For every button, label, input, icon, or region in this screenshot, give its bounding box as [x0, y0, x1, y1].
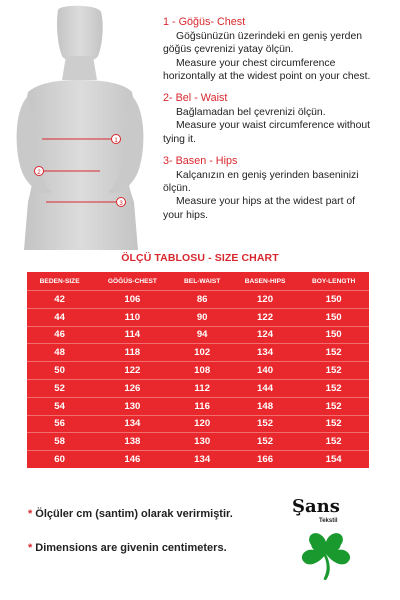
table-header-row [27, 272, 369, 291]
cell: 94 [173, 326, 232, 344]
footnote-en [28, 542, 233, 554]
instruction-waist [163, 92, 397, 146]
cell: 116 [173, 397, 232, 415]
instruction-hips [163, 155, 397, 222]
marker-1 [112, 135, 121, 145]
marker-3-label: 3 [119, 201, 123, 207]
footnotes [28, 508, 233, 576]
cell: 134 [173, 451, 232, 468]
cell: 44 [27, 308, 92, 326]
instruction-line: Measure your hips at the widest part of [176, 196, 356, 208]
cell: 46 [27, 326, 92, 344]
cell: 152 [298, 344, 369, 362]
cell: 52 [27, 379, 92, 397]
footnote-en-text: Dimensions are givenin centimeters. [35, 542, 227, 554]
cell: 146 [92, 451, 172, 468]
cell: 144 [232, 379, 298, 397]
cell: 150 [298, 308, 369, 326]
instruction-line: tying it. [163, 133, 196, 145]
cell: 152 [298, 397, 369, 415]
instruction-hips-title: 3- Basen - Hips [163, 154, 238, 167]
table-row [27, 451, 369, 468]
cell: 138 [92, 433, 172, 451]
size-chart-table [27, 272, 369, 468]
cell: 42 [27, 291, 92, 309]
instruction-line: Kalçanızın en geniş yerinden baseninizi [176, 170, 359, 182]
cell: 48 [27, 344, 92, 362]
instruction-line: Measure your waist circumference without [176, 120, 371, 132]
instruction-chest [163, 16, 397, 83]
table-row [27, 362, 369, 380]
cell: 108 [173, 362, 232, 380]
cell: 122 [232, 308, 298, 326]
cell: 56 [27, 415, 92, 433]
table-row [27, 326, 369, 344]
header-size: BEDEN-SIZE [39, 277, 80, 285]
table-row [27, 308, 369, 326]
cell: 86 [173, 291, 232, 309]
clover-icon [296, 528, 356, 582]
marker-1-label: 1 [114, 138, 118, 144]
measurement-instructions [163, 16, 397, 231]
cell: 134 [92, 415, 172, 433]
cell: 106 [92, 291, 172, 309]
cell: 166 [232, 451, 298, 468]
cell: 152 [298, 379, 369, 397]
cell: 122 [92, 362, 172, 380]
cell: 124 [232, 326, 298, 344]
cell: 140 [232, 362, 298, 380]
torso-shape [24, 80, 138, 250]
cell: 120 [173, 415, 232, 433]
instruction-line: Measure your chest circumference [176, 57, 336, 69]
cell: 154 [298, 451, 369, 468]
marker-2 [35, 167, 44, 177]
cell: 130 [173, 433, 232, 451]
header-chest: GÖĞÜS-CHEST [107, 277, 157, 285]
cell: 152 [232, 415, 298, 433]
header-length: BOY-LENGTH [312, 277, 356, 285]
brand-name: Şans [292, 496, 340, 517]
brand-logo [286, 496, 366, 582]
cell: 130 [92, 397, 172, 415]
cell: 90 [173, 308, 232, 326]
cell: 152 [298, 415, 369, 433]
body-measurement-figure [0, 0, 160, 250]
head-shape [57, 6, 103, 62]
cell: 110 [92, 308, 172, 326]
table-row [27, 415, 369, 433]
cell: 126 [92, 379, 172, 397]
table-row [27, 344, 369, 362]
instruction-line: ölçün. [163, 183, 191, 195]
instruction-line: your hips. [163, 209, 209, 221]
asterisk-icon: * [28, 508, 33, 520]
instruction-line: Bağlamadan bel çevrenizi ölçün. [176, 107, 326, 119]
table-row [27, 433, 369, 451]
cell: 148 [232, 397, 298, 415]
brand-subtitle: Tekstil [319, 518, 338, 524]
marker-3 [117, 198, 126, 208]
cell: 152 [232, 433, 298, 451]
cell: 54 [27, 397, 92, 415]
instruction-line: Göğsünüzün üzerindeki en geniş yerden [176, 31, 363, 43]
cell: 102 [173, 344, 232, 362]
cell: 150 [298, 326, 369, 344]
marker-2-label: 2 [37, 170, 41, 176]
cell: 120 [232, 291, 298, 309]
table-row [27, 379, 369, 397]
table-row [27, 291, 369, 309]
instruction-chest-title: 1 - Göğüs- Chest [163, 16, 246, 28]
cell: 134 [232, 344, 298, 362]
instruction-line: horizontally at the widest point on your chest. [163, 70, 371, 82]
cell: 112 [173, 379, 232, 397]
cell: 58 [27, 433, 92, 451]
neck-shape [62, 56, 97, 80]
asterisk-icon: * [28, 542, 33, 554]
cell: 118 [92, 344, 172, 362]
header-hips: BASEN-HIPS [244, 277, 286, 285]
instruction-waist-title: 2- Bel - Waist [163, 92, 228, 105]
header-waist: BEL-WAIST [184, 277, 221, 285]
table-row [27, 397, 369, 415]
silhouette-illustration [0, 0, 160, 250]
cell: 114 [92, 326, 172, 344]
size-chart-title: ÖLÇÜ TABLOSU - SIZE CHART [121, 252, 279, 264]
footnote-tr [28, 508, 233, 520]
cell: 150 [298, 291, 369, 309]
cell: 152 [298, 433, 369, 451]
instruction-line: göğüs çevrenizi yatay ölçün. [163, 44, 294, 56]
cell: 60 [27, 451, 92, 468]
cell: 152 [298, 362, 369, 380]
cell: 50 [27, 362, 92, 380]
footnote-tr-text: Ölçüler cm (santim) olarak verirmiştir. [35, 508, 233, 520]
